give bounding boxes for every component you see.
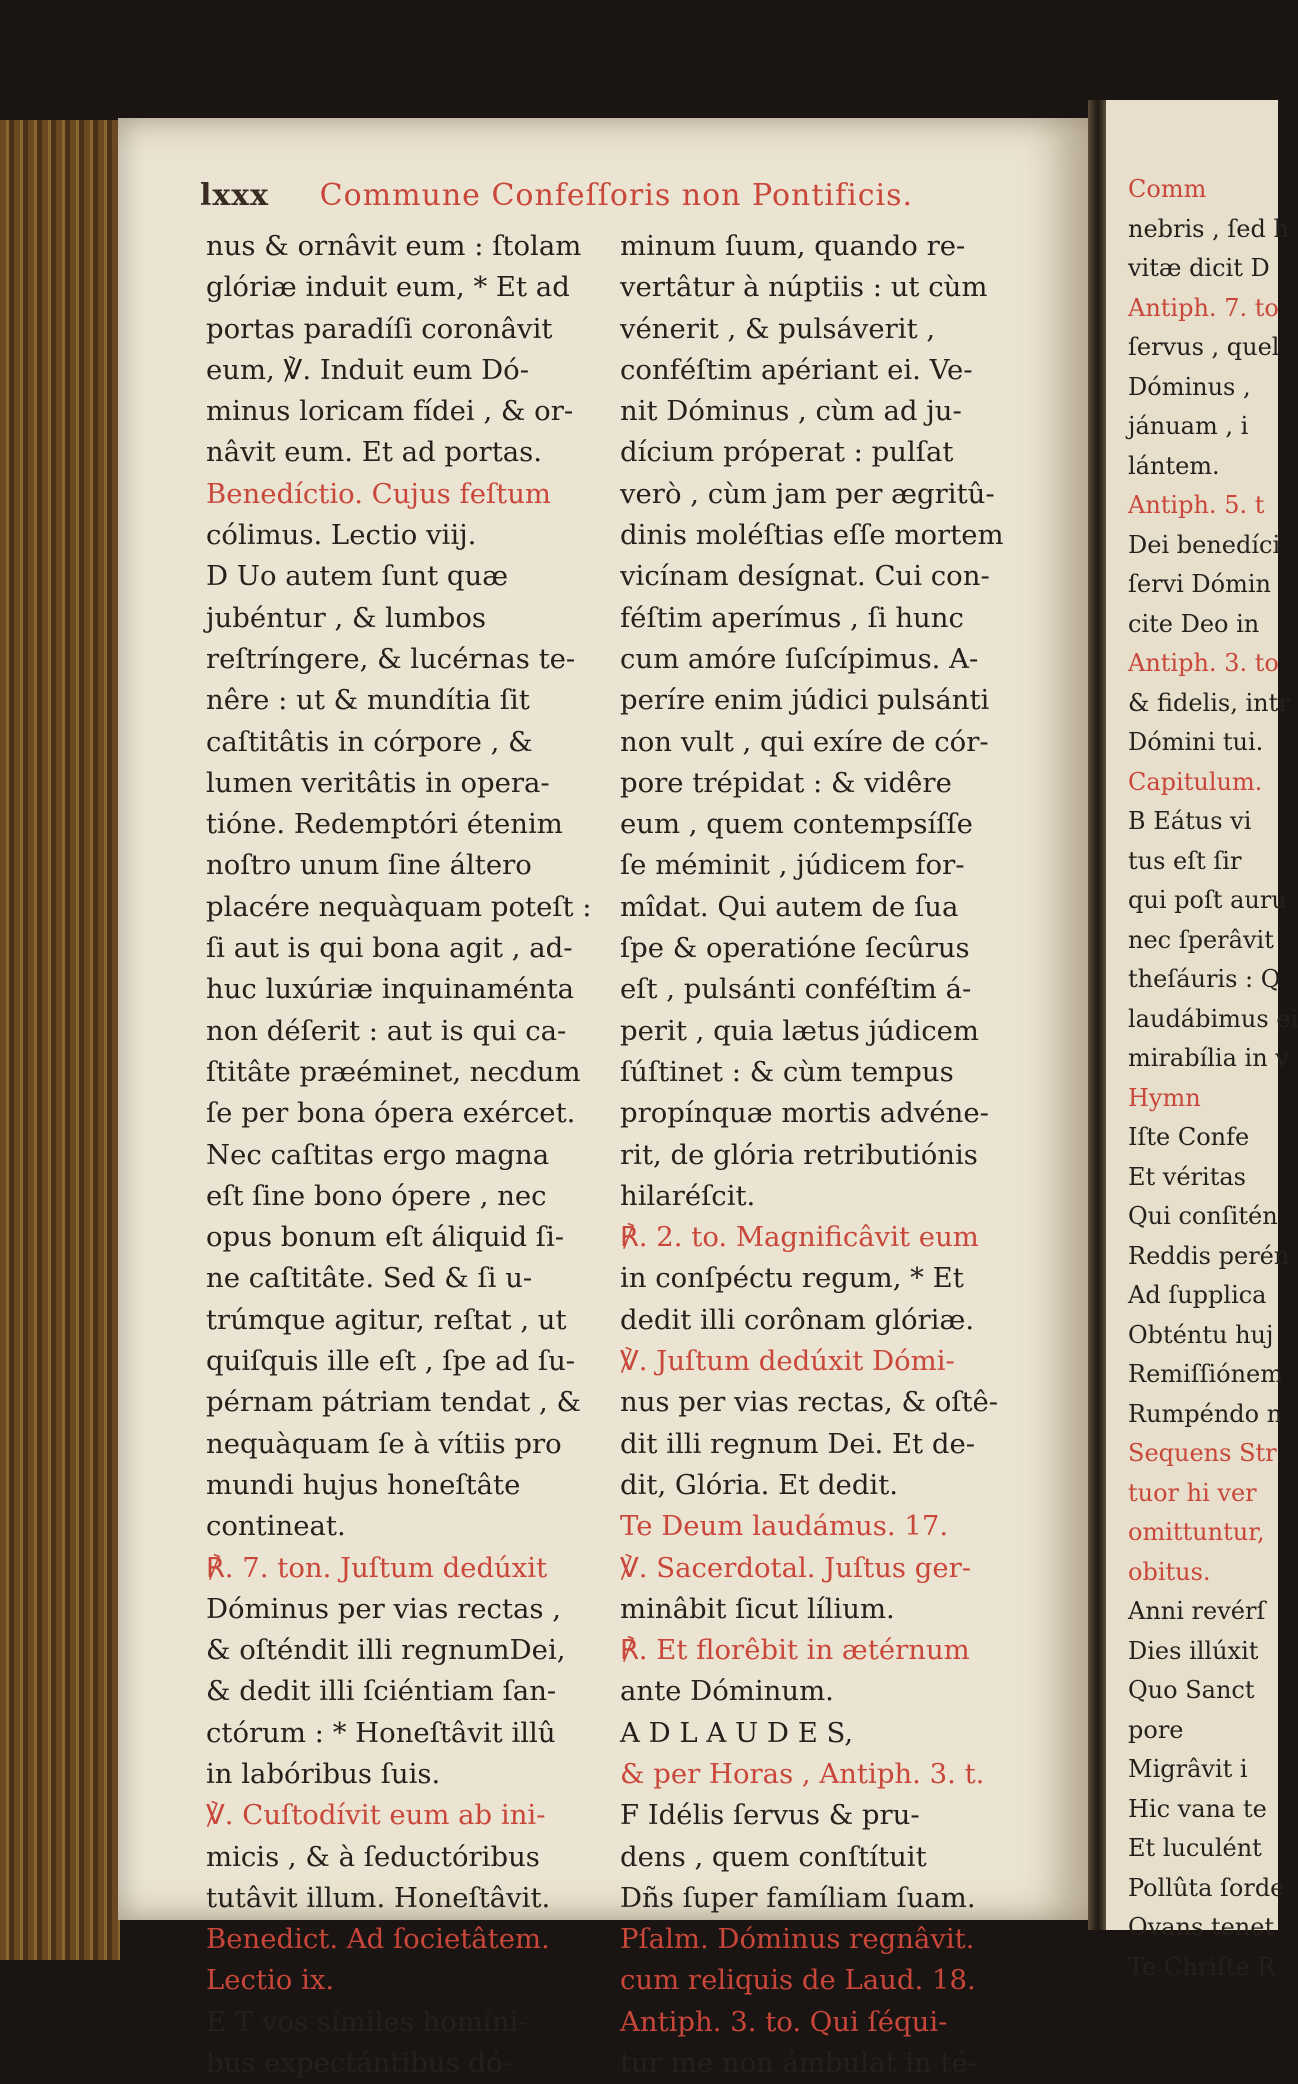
text-line: tus eſt ſir	[1128, 846, 1242, 875]
text-line: tióne. Redemptóri étenim	[206, 808, 563, 841]
text-line: & dedit illi ſciéntiam ſan-	[206, 1675, 557, 1708]
text-line: Pollûta ſorde	[1128, 1873, 1285, 1902]
text-line: & per Horas , Antiph. 3. t.	[620, 1757, 985, 1790]
text-line: propínquæ mortis advéne-	[620, 1097, 989, 1130]
text-line: obitus.	[1128, 1557, 1211, 1586]
left-column	[206, 226, 606, 2084]
text-line: eum , quem contempsíſſe	[620, 808, 973, 841]
text-line: omittuntur,	[1128, 1518, 1265, 1546]
text-line: nec ſperâvit	[1128, 925, 1274, 954]
text-line: féſtim aperímus , ſi hunc	[620, 601, 964, 634]
text-line: Et luculént	[1128, 1834, 1262, 1862]
text-line: mirabília in v	[1128, 1044, 1289, 1072]
gutter	[1088, 100, 1108, 1930]
text-line: dit illi regnum Dei. Et de-	[620, 1427, 976, 1460]
text-line: Dei benedíci	[1128, 530, 1281, 559]
middle-column	[620, 226, 1020, 2084]
text-line: ſe per bona ópera exércet.	[206, 1097, 576, 1130]
text-line: minum ſuum, quando re-	[620, 230, 966, 262]
text-line: nit Dóminus , cùm ad ju-	[620, 395, 962, 428]
text-line: D Uo autem ſunt quæ	[206, 560, 509, 593]
text-line: non déſerit : aut is qui ca-	[206, 1014, 567, 1047]
text-line: nebris , ſed h	[1128, 214, 1289, 243]
text-line: Benedict. Ad ſocietâtem.	[206, 1923, 550, 1956]
text-line: in conſpéctu regum, * Et	[620, 1262, 964, 1295]
text-line: Obténtu huj	[1128, 1320, 1274, 1349]
text-line: Antiph. 5. t	[1128, 491, 1265, 519]
text-line: Benedíctio. Cujus feſtum	[206, 477, 551, 510]
text-line: ſtitâte præéminet, necdum	[206, 1055, 581, 1088]
text-line: Pſalm. Dóminus regnâvit.	[620, 1923, 975, 1956]
text-line: lumen veritâtis in opera-	[206, 766, 550, 799]
text-line: Nec caſtitas ergo magna	[206, 1138, 550, 1171]
text-line: ſervi Dómin	[1128, 570, 1272, 598]
text-line: Antiph. 7. to	[1128, 293, 1279, 322]
text-line: placére nequàquam poteſt :	[206, 890, 592, 923]
text-line: Remiſſiónem	[1128, 1360, 1284, 1388]
text-line: ℣. Juſtum dedúxit Dómi-	[620, 1345, 955, 1378]
text-line: Dñs ſuper famíliam ſuam.	[620, 1881, 976, 1914]
text-line: verò , cùm jam per ægritû-	[620, 477, 995, 510]
text-line: ſe méminit , júdicem for-	[620, 849, 965, 882]
text-line: dit, Glória. Et dedit.	[620, 1468, 899, 1501]
text-line: caſtitâtis in córpore , &	[206, 725, 533, 758]
text-line: jubéntur , & lumbos	[206, 601, 487, 634]
text-line: mîdat. Qui autem de ſua	[620, 890, 959, 923]
running-head	[200, 178, 1000, 213]
text-line: cum reliquis de Laud. 18.	[620, 1964, 976, 1997]
text-line: tur me non ámbulat in té-	[620, 2047, 978, 2080]
text-line: períre enim júdici pulsánti	[620, 684, 990, 717]
text-line: Ovans tenet	[1128, 1913, 1275, 1941]
text-line: ℣. Sacerdotal. Juſtus ger-	[620, 1551, 972, 1584]
text-line: B Eátus vi	[1128, 807, 1252, 835]
text-line: vénerit , & pulsáverit ,	[620, 312, 936, 345]
text-line: Iſte Confe	[1128, 1123, 1250, 1151]
text-line: E T vos símiles homíni-	[206, 2005, 528, 2038]
text-line: nêre : ut & mundítia ſit	[206, 684, 530, 717]
text-line: F Idélis ſervus & pru-	[620, 1799, 920, 1832]
text-line: Dies illúxit	[1128, 1636, 1259, 1665]
text-line: ctórum : * Honeſtâvit illû	[206, 1716, 556, 1749]
text-line: cum amóre ſuſcípimus. A-	[620, 642, 979, 675]
text-line: pore	[1128, 1715, 1184, 1744]
text-line: portas paradíſi coronâvit	[206, 312, 553, 345]
text-line: Te Chriſte R	[1128, 1952, 1276, 1981]
text-line: nâvit eum. Et ad portas.	[206, 436, 542, 469]
text-line: lántem.	[1128, 451, 1220, 480]
text-line: Antiph. 3. to	[1128, 649, 1279, 677]
text-line: Antiph. 3. to. Qui ſéqui-	[620, 2005, 948, 2038]
text-line: jánuam , i	[1128, 412, 1249, 440]
text-line: ne caſtitâte. Sed & ſi u-	[206, 1262, 533, 1295]
running-title: Commune Confeſſoris non Pontificis.	[319, 178, 914, 213]
text-line: cite Deo in	[1128, 609, 1260, 638]
text-line: dens , quem conſtítuit	[620, 1840, 927, 1873]
text-line: ℟. 7. ton. Juſtum dedúxit	[206, 1551, 548, 1584]
text-line: perit , quia lætus júdicem	[620, 1014, 979, 1047]
text-line: opus bonum eſt áliquid ſi-	[206, 1221, 565, 1254]
text-line: nequàquam ſe à vítiis pro	[206, 1427, 562, 1460]
text-line: ſervus , quel	[1128, 333, 1280, 361]
text-line: theſáuris : Q	[1128, 965, 1281, 993]
text-line: micis , & à ſeductóribus	[206, 1840, 540, 1873]
page-number: lxxx	[200, 178, 270, 213]
text-line: dedit illi corônam glóriæ.	[620, 1303, 975, 1336]
text-line: trúmque agitur, reſtat , ut	[206, 1303, 567, 1336]
text-line: Hic vana te	[1128, 1794, 1267, 1823]
text-line: vertâtur à núptiis : ut cùm	[620, 271, 988, 304]
text-line: ſi aut is qui bona agit , ad-	[206, 932, 573, 965]
text-line: qui poſt auru	[1128, 886, 1287, 914]
book-edge	[0, 120, 120, 1960]
text-line: tutâvit illum. Honeſtâvit.	[206, 1881, 551, 1914]
text-line: quiſquis ille eſt , ſpe ad ſu-	[206, 1345, 576, 1378]
text-line: pore trépidat : & vidêre	[620, 766, 952, 799]
text-line: in labóribus ſuis.	[206, 1757, 441, 1790]
text-line: Capitulum.	[1128, 767, 1263, 796]
text-line: non vult , qui exíre de cór-	[620, 725, 989, 758]
text-line: dinis moléſtias eſſe mortem	[620, 519, 1004, 552]
text-line: huc luxúriæ inquinaménta	[206, 973, 575, 1006]
text-line: Ad ſupplica	[1128, 1281, 1267, 1309]
text-line: hilaréſcit.	[620, 1179, 756, 1212]
text-line: nus per vias rectas, & oſtê-	[620, 1386, 999, 1419]
text-line: nus & ornâvit eum : ſtolam	[206, 230, 582, 262]
text-line: & oſténdit illi regnumDei,	[206, 1634, 566, 1667]
text-line: A D L A U D E S,	[620, 1716, 854, 1749]
text-line: glóriæ induit eum, * Et ad	[206, 271, 570, 304]
text-line: noſtro unum ſine áltero	[206, 849, 532, 882]
text-line: ante Dóminum.	[620, 1675, 834, 1708]
text-line: Sequens Str	[1128, 1439, 1277, 1467]
text-line: Rumpéndo n	[1128, 1399, 1283, 1428]
text-line: conféſtim apériant ei. Ve-	[620, 353, 973, 386]
text-line: ſpe & operatióne ſecûrus	[620, 932, 970, 965]
text-line: minus loricam fídei , & or-	[206, 395, 574, 428]
text-line: eum, ℣. Induit eum Dó-	[206, 353, 530, 386]
text-line: eſt ſine bono ópere , nec	[206, 1179, 547, 1212]
text-line: eſt , pulsánti conféſtim á-	[620, 973, 972, 1006]
text-line: vicínam desígnat. Cui con-	[620, 560, 990, 593]
text-line: laudábimus ei	[1128, 1004, 1298, 1033]
text-line: contineat.	[206, 1510, 346, 1543]
text-line: Lectio ix.	[206, 1964, 335, 1997]
text-line: ℟. 2. to. Magnificâvit eum	[620, 1221, 979, 1254]
text-line: & fidelis, intr	[1128, 688, 1290, 717]
text-line: vitæ dicit D	[1128, 254, 1270, 282]
text-line: Dómini tui.	[1128, 728, 1264, 756]
text-line: reſtríngere, & lucérnas te-	[206, 642, 576, 675]
text-line: Et véritas	[1128, 1162, 1246, 1191]
text-line: Dóminus per vias rectas ,	[206, 1592, 561, 1625]
text-line: cólimus. Lectio viij.	[206, 519, 477, 552]
text-line: Te Deum laudámus. 17.	[620, 1510, 949, 1543]
right-column	[1128, 170, 1298, 1987]
text-line: ſúſtinet : & cùm tempus	[620, 1055, 954, 1088]
text-line: dícium próperat : pulſat	[620, 436, 954, 469]
text-line: Anni revérſ	[1128, 1597, 1266, 1625]
text-line: rit, de glória retributiónis	[620, 1138, 978, 1171]
text-line: Dóminus ,	[1128, 372, 1251, 401]
text-line: ℟. Et florêbit in ætérnum	[620, 1634, 970, 1667]
text-line: tuor hi ver	[1128, 1478, 1257, 1507]
text-line: Reddis perén	[1128, 1241, 1290, 1270]
text-line: Migrâvit i	[1128, 1755, 1248, 1783]
text-line: bus expectántibus dó-	[206, 2047, 512, 2080]
text-line: ℣. Cuſtodívit eum ab ini-	[206, 1799, 546, 1832]
text-line: pérnam pátriam tendat , &	[206, 1386, 581, 1419]
text-line: Hymn	[1128, 1083, 1201, 1112]
text-line: mundi hujus honeſtâte	[206, 1468, 521, 1501]
text-line: Quo Sanct	[1128, 1676, 1255, 1704]
text-line: Qui conſitén	[1128, 1202, 1278, 1230]
text-line: minâbit ſicut lílium.	[620, 1592, 895, 1625]
text-line: Comm	[1128, 175, 1207, 203]
